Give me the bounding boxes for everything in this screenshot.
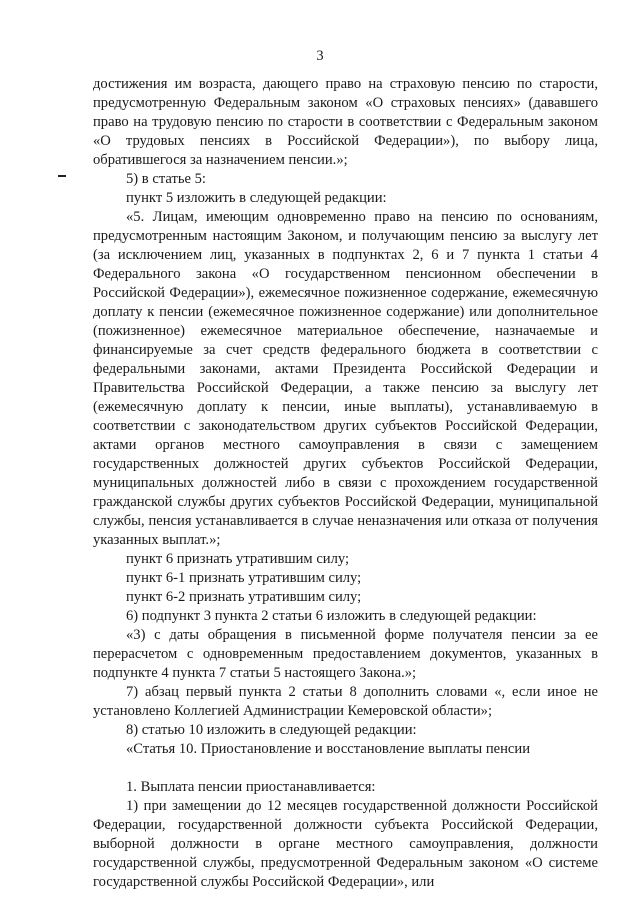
paragraph-point-5-intro: пункт 5 изложить в следующей редакции: (126, 190, 387, 206)
paragraph-subpoint-3: «3) с даты обращения в письменной форме получателя пенсии за ее перерасчетом с одновременным предоставлением документов, указанных в подпункте 4 пункта 7 статьи 5 настоящего Закона.»; (93, 627, 598, 681)
margin-mark (58, 175, 66, 177)
paragraph-item-8: 8) статью 10 изложить в следующей редакции: (126, 722, 417, 738)
document-body (93, 75, 598, 892)
article-10-heading: «Статья 10. Приостановление и восстановление выплаты пенсии (126, 741, 531, 757)
paragraph-item-7: 7) абзац первый пункта 2 статьи 8 дополнить словами «, если иное не установлено Коллегией Администрации Кемеровской области»; (93, 684, 598, 719)
paragraph-point-5-text: «5. Лицам, имеющим одновременно право на пенсию по основаниям, предусмотренным настоящим Законом, и получающим пенсию за выслугу лет (за исключением лиц, указанных в подпунктах 2, 6 и 7 пункта 1 статьи 4 Федерального закона «О государственном пенсионном обеспечении в Российской Федерации»), ежемесячное пожизненное содержание, ежемесячную доплату к пенсии (ежемесячное пожизненное содержание) или дополнительное (пожизненное) ежемесячное материальное обеспечение, назначаемые и финансируемые за счет средств федерального бюджета в соответствии с федеральными законами, актами Президента Российской Федерации и Правительства Российской Федерации, а также пенсию за выслугу лет (ежемесячную доплату к пенсии, иные выплаты), устанавливаемую в соответствии с законодательством других субъектов Российской Федерации, актами органов местного самоуправления в связи с замещением государственных должностей других субъектов Российской Федерации, муниципальных должностей либо в связи с прохождением государственной гражданской службы других субъектов Российской Федерации, муниципальной службы, пенсия устанавливается в случае неназначения или отказа от получения указанных выплат.»; (93, 209, 598, 548)
paragraph-article-10-subpoint-1: 1) при замещении до 12 месяцев государственной должности Российской Федерации, государственной должности субъекта Российской Федерации, выборной должности в органе местного самоуправления, должности государственной службы, предусмотренной Федеральным законом «О системе государственной службы Российской Федерации», или (93, 798, 598, 890)
paragraph-item-6: 6) подпункт 3 пункта 2 статьи 6 изложить в следующей редакции: (126, 608, 537, 624)
page-number: 3 (316, 48, 324, 64)
paragraph-point-6-2: пункт 6-2 признать утратившим силу; (126, 589, 362, 605)
paragraph-continuation: достижения им возраста, дающего право на страховую пенсию по старости, предусмотренную Федеральным законом «О страховых пенсиях» (дававшего право на трудовую пенсию по старости в соответствии с Федеральным законом «О трудовых пенсиях в Российской Федерации»), по выбору лица, обратившегося за назначением пенсии.»; (93, 76, 598, 168)
paragraph-point-6-1: пункт 6-1 признать утратившим силу; (126, 570, 362, 586)
paragraph-point-6: пункт 6 признать утратившим силу; (126, 551, 350, 567)
paragraph-item-5: 5) в статье 5: (126, 171, 206, 187)
paragraph-article-10-point-1: 1. Выплата пенсии приостанавливается: (126, 779, 376, 795)
